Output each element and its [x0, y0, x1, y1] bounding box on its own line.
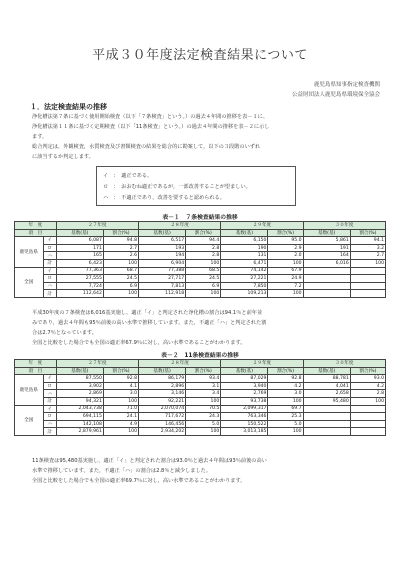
- table1-cell: 190: [221, 244, 268, 252]
- table2-cell: 86,179: [139, 375, 186, 383]
- para1-line: 浄化槽法第７条に基づく使用開始検査（以下「７条検査」という。）の過去４年間の推移を表－１に、: [32, 114, 269, 120]
- table1-row-label: ハ: [43, 282, 56, 290]
- table-row: [15, 397, 386, 405]
- table1-cell: 100: [268, 259, 303, 267]
- table2-cell: 2,070,074: [139, 405, 186, 413]
- table1-year-header: ３０年度: [303, 222, 385, 230]
- table2-cell: 100: [268, 428, 303, 436]
- table2-row-label: ロ: [43, 382, 56, 390]
- table-row: [15, 375, 386, 383]
- judgement-item: イ ： 適正である。: [103, 173, 153, 179]
- table1-cell: 77,363: [56, 267, 103, 275]
- table1-cell: 94.8: [103, 237, 138, 245]
- para1-line: 総合判定は，外観検査，水質検査及び書類検査の結果を総合的に勘案して，以下の３段階のいずれ: [32, 144, 261, 150]
- table1-cell: 67.9: [268, 267, 303, 275]
- table1-cell: 74,142: [221, 267, 268, 275]
- table2-cell: 100: [350, 397, 385, 405]
- table2-cell: 694,115: [56, 413, 103, 421]
- table2-cell: 2,769: [221, 390, 268, 398]
- table1-cell: 112,918: [139, 290, 186, 298]
- table1-cell: 100: [186, 259, 221, 267]
- table2-cell: 2,896: [139, 382, 186, 390]
- table2-row-label: 計: [43, 397, 56, 405]
- table2-cell: 69.7: [268, 405, 303, 413]
- para3-line: 全国と比較をした場合でも全国の適正率69.7％に対し，高い水準であることがわかります。: [32, 478, 246, 484]
- table2-cell: 93,738: [221, 397, 268, 405]
- table-row: [15, 267, 386, 275]
- table2-cell: 92.8: [268, 375, 303, 383]
- table2-cell: 717,672: [139, 413, 186, 421]
- table1-corner-item: 項 目: [15, 229, 57, 237]
- table2-cell: 92,221: [139, 397, 186, 405]
- table1-year-header: ２９年度: [221, 222, 303, 230]
- table2-cell: 2,934,202: [139, 428, 186, 436]
- table2-cell: 763,346: [221, 413, 268, 421]
- table1-cell: 6.9: [103, 282, 138, 290]
- table1-cell: 2.8: [186, 244, 221, 252]
- org-line-2: 公益財団法人鹿児島県環境保全協会: [291, 92, 380, 98]
- table1-group-label: 鹿児島県: [15, 237, 44, 267]
- table2-cell: 4.2: [350, 382, 385, 390]
- table2-cell: 3.1: [186, 382, 221, 390]
- table1-cell: 5,861: [303, 237, 350, 245]
- table2-cell: 142,108: [56, 420, 103, 428]
- table-row: [15, 420, 386, 428]
- table2-cell: 93.4: [186, 375, 221, 383]
- table1-cell: 77,388: [139, 267, 186, 275]
- table1-caption: 表－１ ７条検査結果の推移: [162, 215, 238, 221]
- table2-group-label: 鹿児島県: [15, 375, 44, 405]
- table2-subheader: 割合(%): [350, 367, 385, 375]
- table1-cell: 24.5: [186, 275, 221, 283]
- table2-cell: 100: [186, 397, 221, 405]
- para2-line: 合は2.7％となっています。: [32, 330, 97, 336]
- table2-subheader: 基数(基): [303, 367, 350, 375]
- table1-subheader: 割合(%): [268, 229, 303, 237]
- table1-cell: [303, 282, 350, 290]
- table2-row-label: ハ: [43, 390, 56, 398]
- table1-row-label: ハ: [43, 252, 56, 260]
- para2-line: 平成30年度の７条検査は6,016基実施し，適正「イ」と判定された浄化槽の割合は94.1％と前年並: [32, 310, 263, 316]
- table1-cell: [303, 290, 350, 298]
- table1-cell: 191: [303, 244, 350, 252]
- para1-line: に該当するか判定します。: [32, 154, 94, 160]
- table1-cell: 7,724: [56, 282, 103, 290]
- table1-cell: 100: [103, 290, 138, 298]
- table1-cell: 6,016: [303, 259, 350, 267]
- table2-cell: 3.0: [268, 390, 303, 398]
- table2-cell: 100: [103, 397, 138, 405]
- para2: [32, 308, 384, 348]
- table1-cell: [350, 290, 385, 298]
- table1-row-label: イ: [43, 267, 56, 275]
- table2-cell: 3,146: [139, 390, 186, 398]
- table1-cell: 27,555: [56, 275, 103, 283]
- table2-cell: [303, 405, 350, 413]
- table2-cell: [350, 405, 385, 413]
- table1-cell: 165: [56, 252, 103, 260]
- table2-cell: 24.3: [186, 413, 221, 421]
- table1-subheader: 割合(%): [103, 229, 138, 237]
- table-row: [15, 428, 386, 436]
- table1-row-label: イ: [43, 237, 56, 245]
- table-row: [15, 275, 386, 283]
- table1-cell: 7.2: [268, 282, 303, 290]
- table2-cell: 3,013,185: [221, 428, 268, 436]
- table1: [14, 221, 386, 298]
- para1-line: ます。: [32, 134, 48, 140]
- table2-cell: 94,321: [56, 397, 103, 405]
- para1-line: 浄化槽法第１１条に基づく定期検査（以下「11条検査」という。）の過去４年間の推移を表－２に示し: [32, 124, 270, 130]
- table-row: [15, 413, 386, 421]
- table1-row-label: ロ: [43, 275, 56, 283]
- table2-row-label: 計: [43, 428, 56, 436]
- table2-cell: 4.2: [268, 382, 303, 390]
- table-row: [15, 237, 386, 245]
- table-row: [15, 282, 386, 290]
- table1-cell: 6.9: [186, 282, 221, 290]
- section-heading: １．法定検査結果の推移: [30, 103, 107, 111]
- table2: [14, 359, 386, 436]
- table1-subheader: 基数(基): [139, 229, 186, 237]
- table2-cell: 2,658: [303, 390, 350, 398]
- table1-cell: 24.5: [103, 275, 138, 283]
- table2-cell: 4.9: [103, 420, 138, 428]
- table2-cell: 2,043,738: [56, 405, 103, 413]
- para2-line: 全国と比較をした場合でも全国の適正率67.9％に対し，高い水準であることがわかります。: [32, 340, 246, 346]
- table1-cell: 2.9: [268, 244, 303, 252]
- table1-cell: 6,087: [56, 237, 103, 245]
- table1-cell: 100: [103, 259, 138, 267]
- table1-subheader: 割合(%): [350, 229, 385, 237]
- table1-cell: 7,850: [221, 282, 268, 290]
- table2-cell: 100: [103, 428, 138, 436]
- table2-cell: 4,041: [303, 382, 350, 390]
- table1-cell: 2.6: [103, 252, 138, 260]
- table2-row-label: イ: [43, 375, 56, 383]
- table2-cell: 3,902: [56, 382, 103, 390]
- table2-cell: 92.8: [103, 375, 138, 383]
- table-row: [15, 259, 386, 267]
- table1-group-label: 全国: [15, 267, 44, 297]
- table1-subheader: 基数(基): [56, 229, 103, 237]
- table2-row-label: ハ: [43, 420, 56, 428]
- table-row: [15, 290, 386, 298]
- table2-cell: 146,456: [139, 420, 186, 428]
- para1: [32, 112, 384, 162]
- table1-cell: 68.7: [103, 267, 138, 275]
- table2-cell: 95,480: [303, 397, 350, 405]
- table1-cell: 3.2: [350, 244, 385, 252]
- table2-cell: 4.1: [103, 382, 138, 390]
- table1-cell: 27,717: [139, 275, 186, 283]
- table2-cell: 25.3: [268, 413, 303, 421]
- table-row: [15, 252, 386, 260]
- table1-cell: 194: [139, 252, 186, 260]
- table2-cell: [350, 413, 385, 421]
- table2-cell: [303, 413, 350, 421]
- table1-cell: 24.9: [268, 275, 303, 283]
- table2-year-header: ２８年度: [139, 360, 221, 368]
- table2-subheader: 割合(%): [186, 367, 221, 375]
- table1-cell: 164: [303, 252, 350, 260]
- table-row: [15, 244, 386, 252]
- table2-cell: 100: [268, 397, 303, 405]
- table1-cell: 193: [139, 244, 186, 252]
- table2-cell: [350, 420, 385, 428]
- table2-row-label: イ: [43, 405, 56, 413]
- table2-group-label: 全国: [15, 405, 44, 435]
- table1-row-label: ロ: [43, 244, 56, 252]
- table2-cell: 87,029: [221, 375, 268, 383]
- table1-cell: [303, 267, 350, 275]
- judgement-item: ロ ： おおむね適正であるが，一部改善することが望ましい。: [103, 184, 251, 190]
- table2-corner-year: 年 度: [15, 360, 57, 368]
- table1-cell: 171: [56, 244, 103, 252]
- table2-subheader: 割合(%): [103, 367, 138, 375]
- table1-cell: 131: [221, 252, 268, 260]
- table1-row-label: 計: [43, 290, 56, 298]
- table2-cell: 2,099,317: [221, 405, 268, 413]
- table2-corner-item: 項 目: [15, 367, 57, 375]
- table2-cell: 5.0: [186, 420, 221, 428]
- table1-cell: 112,642: [56, 290, 103, 298]
- table1-cell: 7,813: [139, 282, 186, 290]
- table2-cell: 2,879,961: [56, 428, 103, 436]
- table2-cell: [303, 420, 350, 428]
- page-title: 平成３０年度法定検査結果について: [92, 48, 308, 63]
- table1-cell: [303, 275, 350, 283]
- table2-cell: 2,869: [56, 390, 103, 398]
- table2-subheader: 基数(基): [56, 367, 103, 375]
- table2-cell: 2.8: [350, 390, 385, 398]
- table1-cell: [350, 275, 385, 283]
- table1-cell: 94.4: [186, 237, 221, 245]
- table-row: [15, 405, 386, 413]
- table1-cell: 2.8: [186, 252, 221, 260]
- table1-cell: [350, 282, 385, 290]
- table2-cell: 5.0: [268, 420, 303, 428]
- judgement-item: ハ ： 不適正であり，改善を要すると認められる。: [103, 195, 225, 201]
- table1-cell: 100: [186, 290, 221, 298]
- table2-cell: 3.0: [103, 390, 138, 398]
- table2-cell: 150,522: [221, 420, 268, 428]
- table2-cell: [350, 428, 385, 436]
- table2-cell: 3.4: [186, 390, 221, 398]
- table1-cell: 2.0: [268, 252, 303, 260]
- table1-cell: 95.0: [268, 237, 303, 245]
- table2-cell: 70.5: [186, 405, 221, 413]
- table1-cell: 2.7: [350, 252, 385, 260]
- table2-subheader: 割合(%): [268, 367, 303, 375]
- table1-cell: 27,221: [221, 275, 268, 283]
- table1-cell: 6,904: [139, 259, 186, 267]
- table2-cell: 88,781: [303, 375, 350, 383]
- table1-cell: 6,150: [221, 237, 268, 245]
- table1-cell: 68.5: [186, 267, 221, 275]
- table1-cell: 100: [268, 290, 303, 298]
- table1-year-header: ２７年度: [56, 222, 138, 230]
- table2-year-header: ２７年度: [56, 360, 138, 368]
- para3: [32, 456, 384, 486]
- table2-cell: 100: [186, 428, 221, 436]
- table1-subheader: 基数(基): [303, 229, 350, 237]
- table2-cell: 93.0: [350, 375, 385, 383]
- table1-year-header: ２８年度: [139, 222, 221, 230]
- para3-line: 11条検査は95,480基実施し，適正「イ」と判定された割合は93.0％と過去４年間は93％前後の高い: [32, 458, 267, 464]
- table1-cell: 2.7: [103, 244, 138, 252]
- table1-cell: 100: [350, 259, 385, 267]
- table2-subheader: 基数(基): [139, 367, 186, 375]
- table2-cell: 3,940: [221, 382, 268, 390]
- table1-corner-year: 年 度: [15, 222, 57, 230]
- para2-line: みであり，過去４年間も95％前後の高い水準で推移しています。また，不適正「ハ」と判定された割: [32, 320, 267, 326]
- table2-cell: 24.1: [103, 413, 138, 421]
- table2-caption: 表－２ 11条検査結果の推移: [161, 353, 239, 359]
- table2-cell: 71.0: [103, 405, 138, 413]
- table2-year-header: ２９年度: [221, 360, 303, 368]
- table1-cell: 6,423: [56, 259, 103, 267]
- table1-cell: 6,471: [221, 259, 268, 267]
- table1-subheader: 基数(基): [221, 229, 268, 237]
- table-row: [15, 382, 386, 390]
- org-line-1: 鹿児島県知事指定検査機関: [313, 82, 380, 88]
- para3-line: 水準で推移しています。また，不適正「ハ」の割合は2.8％と減少しました。: [32, 468, 212, 474]
- table1-cell: [350, 267, 385, 275]
- table2-subheader: 基数(基): [221, 367, 268, 375]
- table2-cell: [303, 428, 350, 436]
- table2-year-header: ３０年度: [303, 360, 385, 368]
- table1-subheader: 割合(%): [186, 229, 221, 237]
- table2-cell: 87,550: [56, 375, 103, 383]
- table1-row-label: 計: [43, 259, 56, 267]
- table-row: [15, 390, 386, 398]
- table1-cell: 109,213: [221, 290, 268, 298]
- table1-cell: 6,517: [139, 237, 186, 245]
- table2-row-label: ロ: [43, 413, 56, 421]
- judgement-box: [96, 166, 296, 206]
- table1-cell: 94.1: [350, 237, 385, 245]
